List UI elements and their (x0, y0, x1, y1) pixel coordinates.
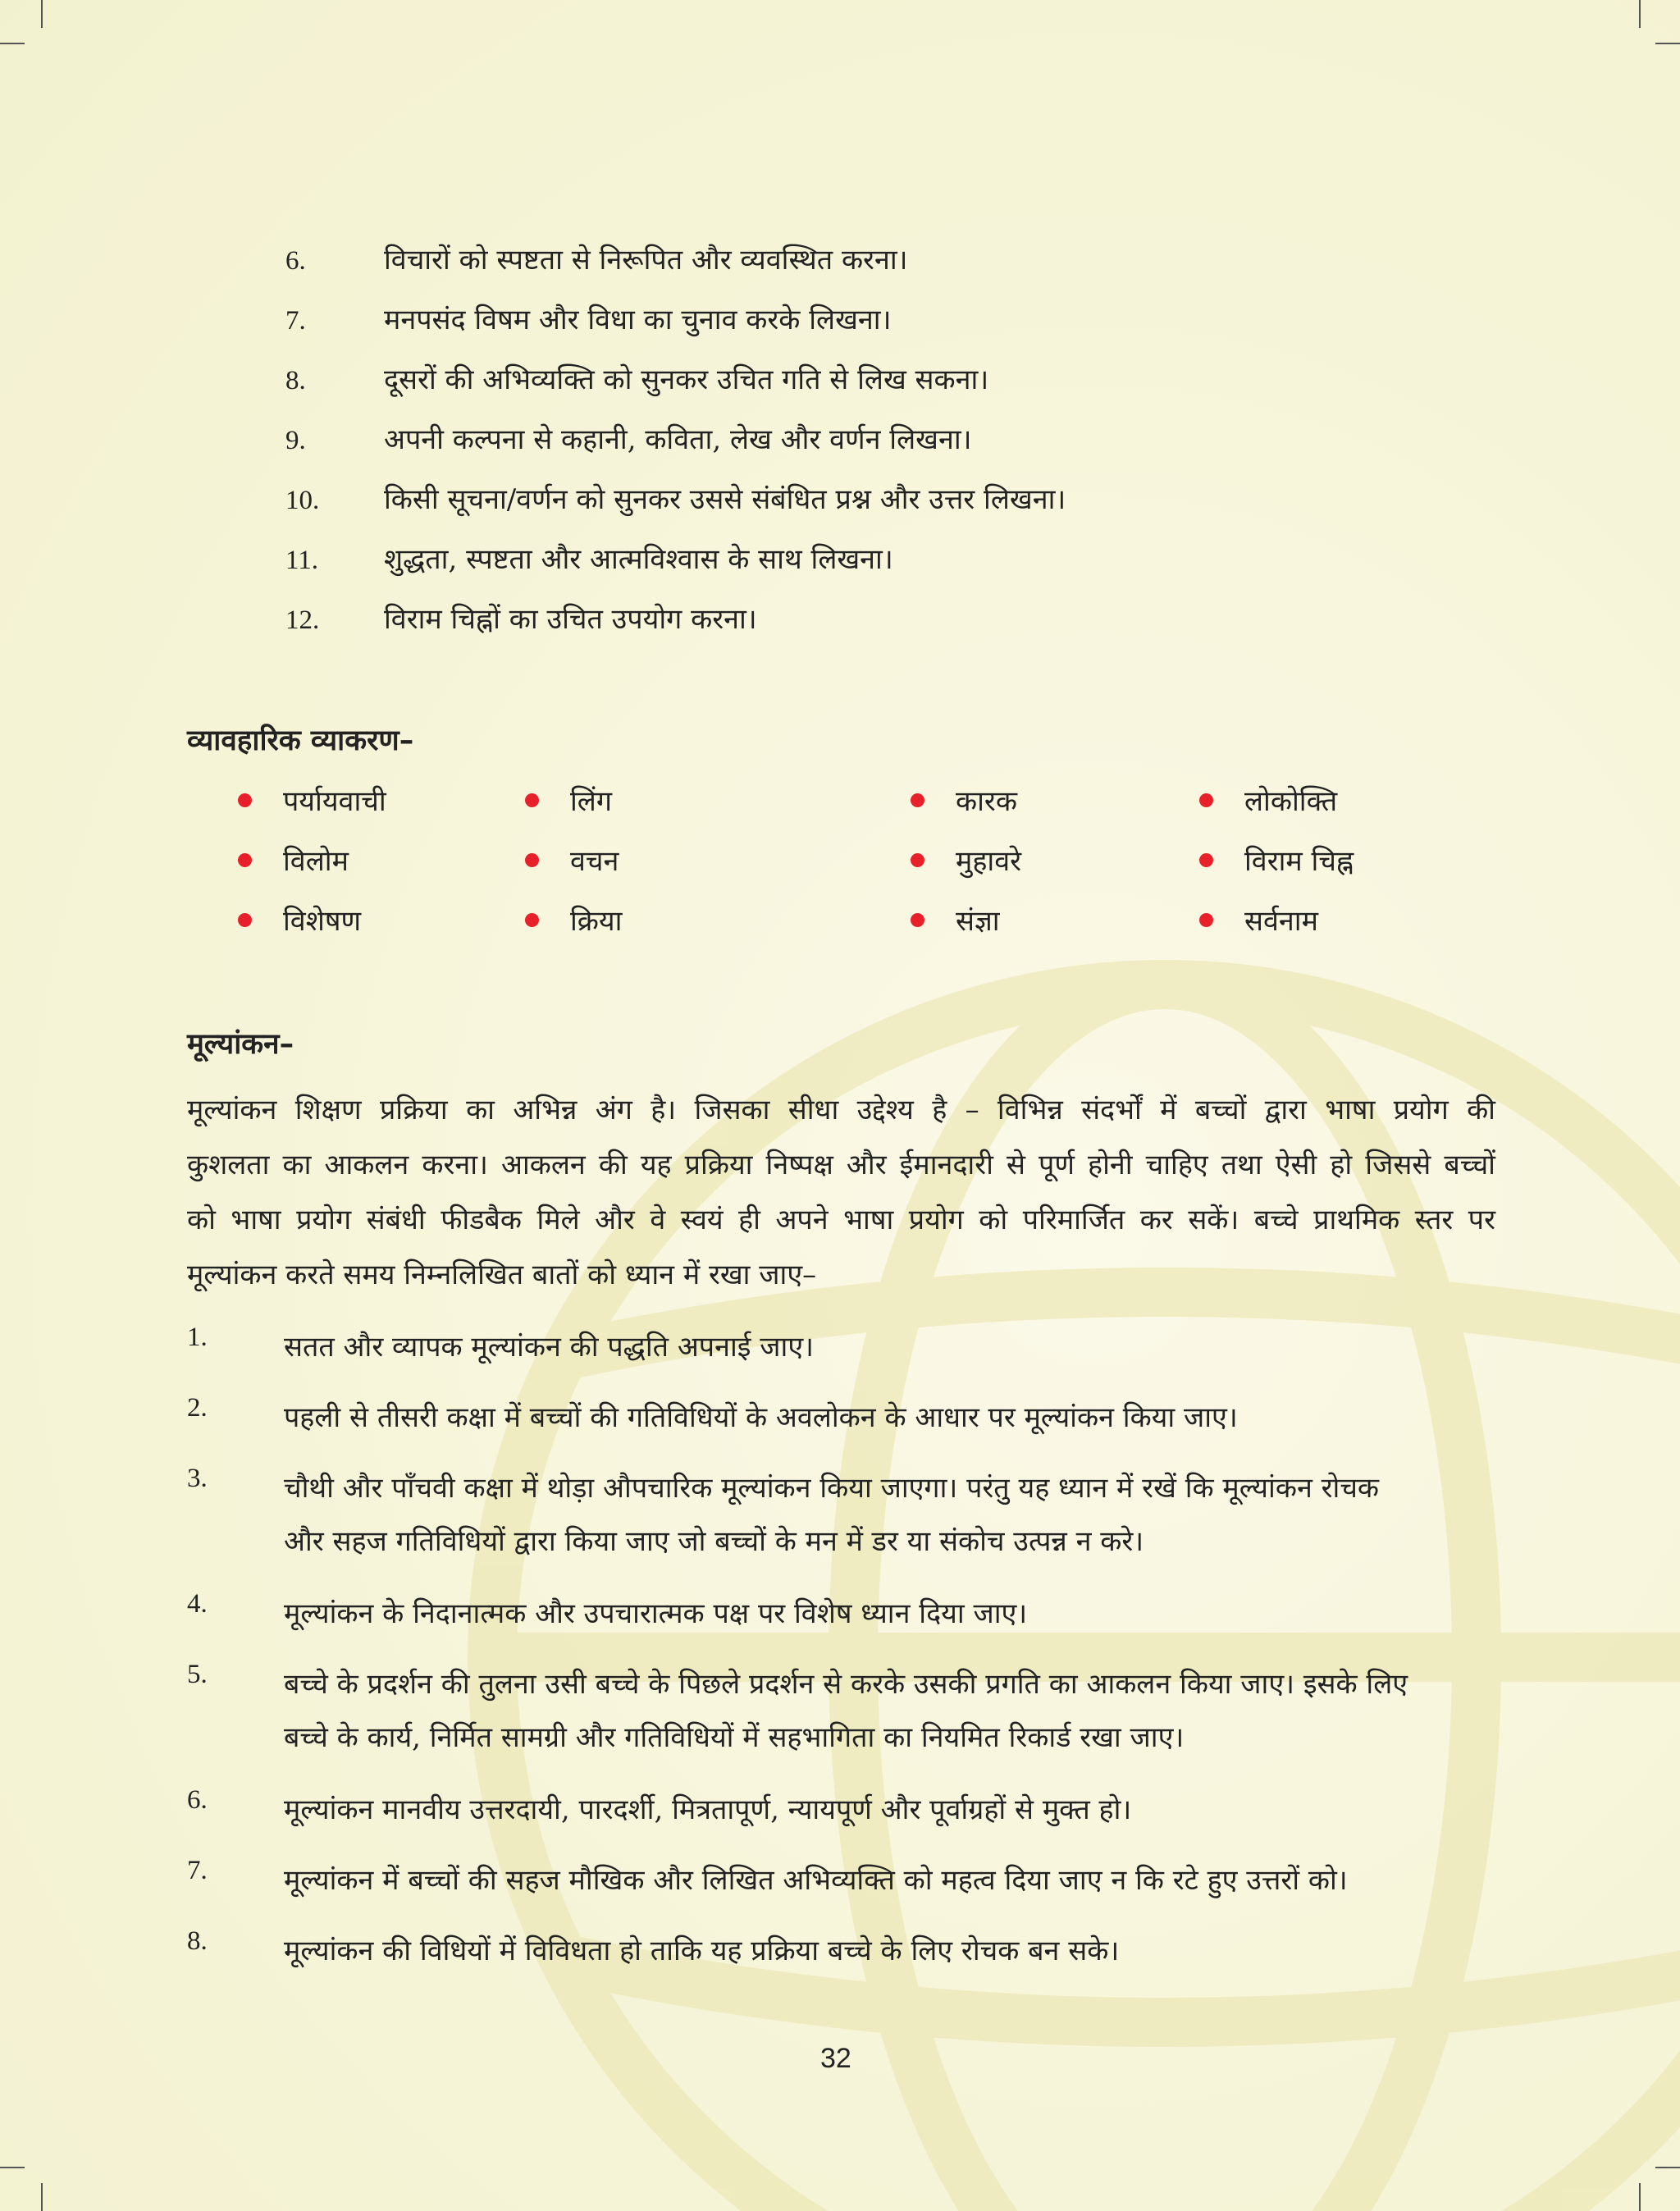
bullet-icon (911, 853, 924, 867)
bullet-icon (238, 853, 252, 867)
evaluation-point (187, 1462, 1500, 1569)
list-number: 12. (285, 605, 320, 635)
list-text: विराम चिह्नों का उचित उपयोग करना। (384, 603, 757, 636)
bullet-icon (911, 793, 924, 807)
paragraph-line: कुशलता का आकलन करना। आकलन की यह प्रक्रिया निष्पक्ष और ईमानदारी से पूर्ण होनी चाहिए तथा ऐसी हो जिससे बच्चों (187, 1149, 1495, 1181)
point-text: बच्चे के कार्य, निर्मित सामग्री और गतिविधियों में सहभागिता का नियमित रिकार्ड रखा जाए। (284, 1721, 1185, 1754)
point-text: पहली से तीसरी कक्षा में बच्चों की गतिविधियों के अवलोकन के आधार पर मूल्यांकन किया जाए। (284, 1401, 1238, 1434)
grammar-item: पर्यायवाची (238, 781, 386, 819)
point-number: 4. (187, 1589, 208, 1619)
evaluation-point (187, 1925, 1500, 1978)
grammar-item: विशेषण (238, 901, 361, 939)
grammar-item: विराम चिह्न (1199, 841, 1354, 879)
paragraph-line: मूल्यांकन शिक्षण प्रक्रिया का अभिन्न अंग है। जिसका सीधा उद्देश्य है – विभिन्न संदर्भों में बच्चों द्वारा भाषा प्रयोग की (187, 1094, 1495, 1126)
paragraph-line: को भाषा प्रयोग संबंधी फीडबैक मिले और वे स्वयं ही अपने भाषा प्रयोग को परिमार्जित कर सकें। बच्चे प्राथमिक स्तर पर (187, 1204, 1495, 1236)
bullet-icon (1199, 913, 1213, 927)
crop-mark (1639, 2183, 1641, 2211)
evaluation-point (187, 1587, 1500, 1641)
point-text: मूल्यांकन में बच्चों की सहज मौखिक और लिखित अभिव्यक्ति को महत्व दिया जाए न कि रटे हुए उत्तरों को। (284, 1864, 1348, 1897)
list-item (285, 362, 988, 399)
point-number: 6. (187, 1785, 208, 1815)
bullet-icon (1199, 793, 1213, 807)
evaluation-heading: मूल्यांकन– (187, 1028, 294, 1061)
point-text: बच्चे के प्रदर्शन की तुलना उसी बच्चे के पिछले प्रदर्शन से करके उसकी प्रगति का आकलन किया जाए। इसके लिए (284, 1668, 1408, 1701)
list-text: दूसरों की अभिव्यक्ति को सुनकर उचित गति से लिख सकना। (384, 363, 989, 396)
crop-mark (41, 2183, 43, 2211)
evaluation-point (187, 1854, 1500, 1907)
grammar-item: विलोम (238, 841, 349, 879)
bullet-icon (525, 793, 539, 807)
page-number: 32 (820, 2043, 851, 2074)
point-text: चौथी और पाँचवी कक्षा में थोड़ा औपचारिक मूल्यांकन किया जाएगा। परंतु यह ध्यान में रखें कि मूल्यांकन रोचक (284, 1472, 1380, 1505)
list-number: 10. (285, 486, 320, 515)
bullet-icon (525, 853, 539, 867)
list-item (285, 601, 757, 638)
bullet-icon (1199, 853, 1213, 867)
crop-mark (1639, 0, 1641, 28)
list-number: 7. (285, 306, 306, 336)
grammar-item: मुहावरे (911, 841, 1021, 879)
point-number: 2. (187, 1393, 208, 1423)
list-number: 6. (285, 246, 306, 276)
evaluation-intro-paragraph (187, 1083, 1495, 1303)
point-number: 5. (187, 1660, 208, 1689)
paragraph-line: मूल्यांकन करते समय निम्नलिखित बातों को ध्यान में रखा जाए– (187, 1259, 817, 1291)
crop-mark (1655, 2167, 1680, 2168)
grammar-item: लिंग (525, 781, 612, 819)
bullet-icon (525, 913, 539, 927)
point-number: 7. (187, 1856, 208, 1885)
list-item (285, 242, 908, 279)
bullet-icon (238, 793, 252, 807)
list-item (285, 482, 1066, 518)
evaluation-point (187, 1784, 1500, 1837)
grammar-item: वचन (525, 841, 619, 879)
grammar-item: सर्वनाम (1199, 901, 1318, 939)
grammar-item: संज्ञा (911, 901, 1000, 939)
list-text: अपनी कल्पना से कहानी, कविता, लेख और वर्णन लिखना। (384, 423, 972, 456)
point-text: मूल्यांकन के निदानात्मक और उपचारात्मक पक्ष पर विशेष ध्यान दिया जाए। (284, 1597, 1028, 1630)
evaluation-point (187, 1321, 1500, 1374)
point-text: सतत और व्यापक मूल्यांकन की पद्धति अपनाई जाए। (284, 1331, 815, 1364)
grammar-item: लोकोक्ति (1199, 781, 1337, 819)
point-number: 1. (187, 1322, 208, 1352)
list-text: मनपसंद विषम और विधा का चुनाव करके लिखना। (384, 304, 892, 336)
point-text: मूल्यांकन मानवीय उत्तरदायी, पारदर्शी, मित्रतापूर्ण, न्यायपूर्ण और पूर्वाग्रहों से मुक्त हो। (284, 1793, 1132, 1826)
list-text: विचारों को स्पष्टता से निरूपित और व्यवस्थित करना। (384, 244, 908, 276)
crop-mark (41, 0, 43, 28)
bullet-icon (238, 913, 252, 927)
list-text: शुद्धता, स्पष्टता और आत्मविश्वास के साथ लिखना। (384, 543, 893, 576)
point-number: 3. (187, 1464, 208, 1493)
point-text: और सहज गतिविधियों द्वारा किया जाए जो बच्चों के मन में डर या संकोच उत्पन्न न करे। (284, 1525, 1144, 1558)
bullet-icon (911, 913, 924, 927)
evaluation-point (187, 1391, 1500, 1445)
list-text: किसी सूचना/वर्णन को सुनकर उससे संबंधित प्रश्न और उत्तर लिखना। (384, 483, 1066, 516)
point-text: मूल्यांकन की विधियों में विविधता हो ताकि यह प्रक्रिया बच्चे के लिए रोचक बन सके। (284, 1935, 1120, 1967)
evaluation-point (187, 1658, 1500, 1765)
list-item (285, 541, 893, 578)
list-number: 11. (285, 546, 319, 575)
list-item (285, 422, 972, 459)
grammar-item: कारक (911, 781, 1017, 819)
crop-mark (0, 2167, 25, 2168)
list-item (285, 302, 891, 339)
point-number: 8. (187, 1926, 208, 1956)
grammar-item: क्रिया (525, 901, 622, 939)
list-number: 8. (285, 366, 306, 395)
crop-mark (1655, 43, 1680, 44)
crop-mark (0, 43, 25, 44)
list-number: 9. (285, 426, 306, 455)
grammar-heading: व्यावहारिक व्याकरण– (187, 724, 414, 757)
